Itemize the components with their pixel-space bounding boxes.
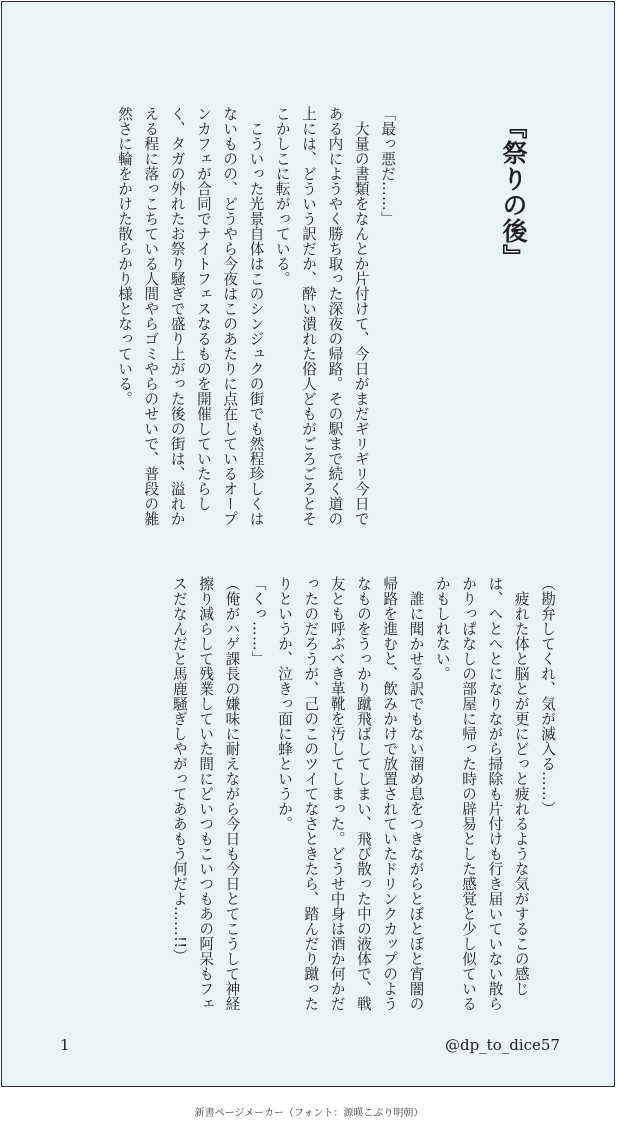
paragraph: （勘弁してくれ、気が滅入る……） — [539, 576, 556, 816]
paragraph: 「くっ……」 — [249, 576, 267, 666]
paragraph: こういった光景自体はこのシンジュクの街でも然程珍しくはないものの、どうやら今夜はこのあたりに点在しているオープンカフェが合同でナイトフェスなるものを開催していたらしく、タガの外れたお祭り騒ぎで盛り上がった後の街は、溢れかえる程に落っこちている人間やらゴミやらのせいで、普段の雑然さに輪をかけた散らかり様となっている。 — [116, 106, 265, 526]
paragraph: 大量の書類をなんとか片付けて、今日がまだギリギリ今日である内にようやく勝ち取った深夜の帰路。その駅まで続く道の上には、どういう訳だか、酔い潰れた俗人どもがごろごろとそこかしこに転がっている。 — [273, 106, 370, 526]
upper-text-block — [58, 106, 400, 528]
paragraph: （俺がハゲ課長の嫌味に耐えながら今日も今日とてこうして神経擦り減らして残業していた間にどいつもこいつもあの阿呆もフェスだなんだと馬鹿騒ぎしやがってああもう何だよ……!!） — [170, 576, 241, 1011]
paragraph: 「最っ悪だ……」 — [379, 106, 396, 226]
paragraph: 疲れた体と脳とが更にどっと疲れるような気がするこの感じは、へとへとになりながら掃除も片付けも行き届いていない散らかりっぱなしの部屋に帰った時の辟易とした感覚と少し似ているかもしれない。 — [433, 576, 530, 1011]
lower-text-block — [60, 576, 560, 1012]
generator-credit: 新書ページメーカー（フォント：源暎こぶり明朝） — [194, 1108, 424, 1119]
author-handle: @dp_to_dice57 — [444, 1036, 560, 1054]
page-number: 1 — [60, 1036, 70, 1054]
story-title: 『祭りの後』 — [499, 114, 528, 270]
manuscript-page — [1, 1, 615, 1087]
paragraph: 誰に聞かせる訳でもない溜め息をつきながらとぼとぼと宵闇の帰路を進むと、飲みかけで放置されていたドリンクカップのようなものをうっかり蹴飛ばしてしまい、飛び散った中の液体で、戦友とも呼ぶべき革靴を汚してしまった。どうせ中身は酒か何かだったのだろうが、己のこのツイてなさときたら、踏んだり蹴ったりというか、泣きっ面に蜂というか。 — [276, 576, 425, 1011]
